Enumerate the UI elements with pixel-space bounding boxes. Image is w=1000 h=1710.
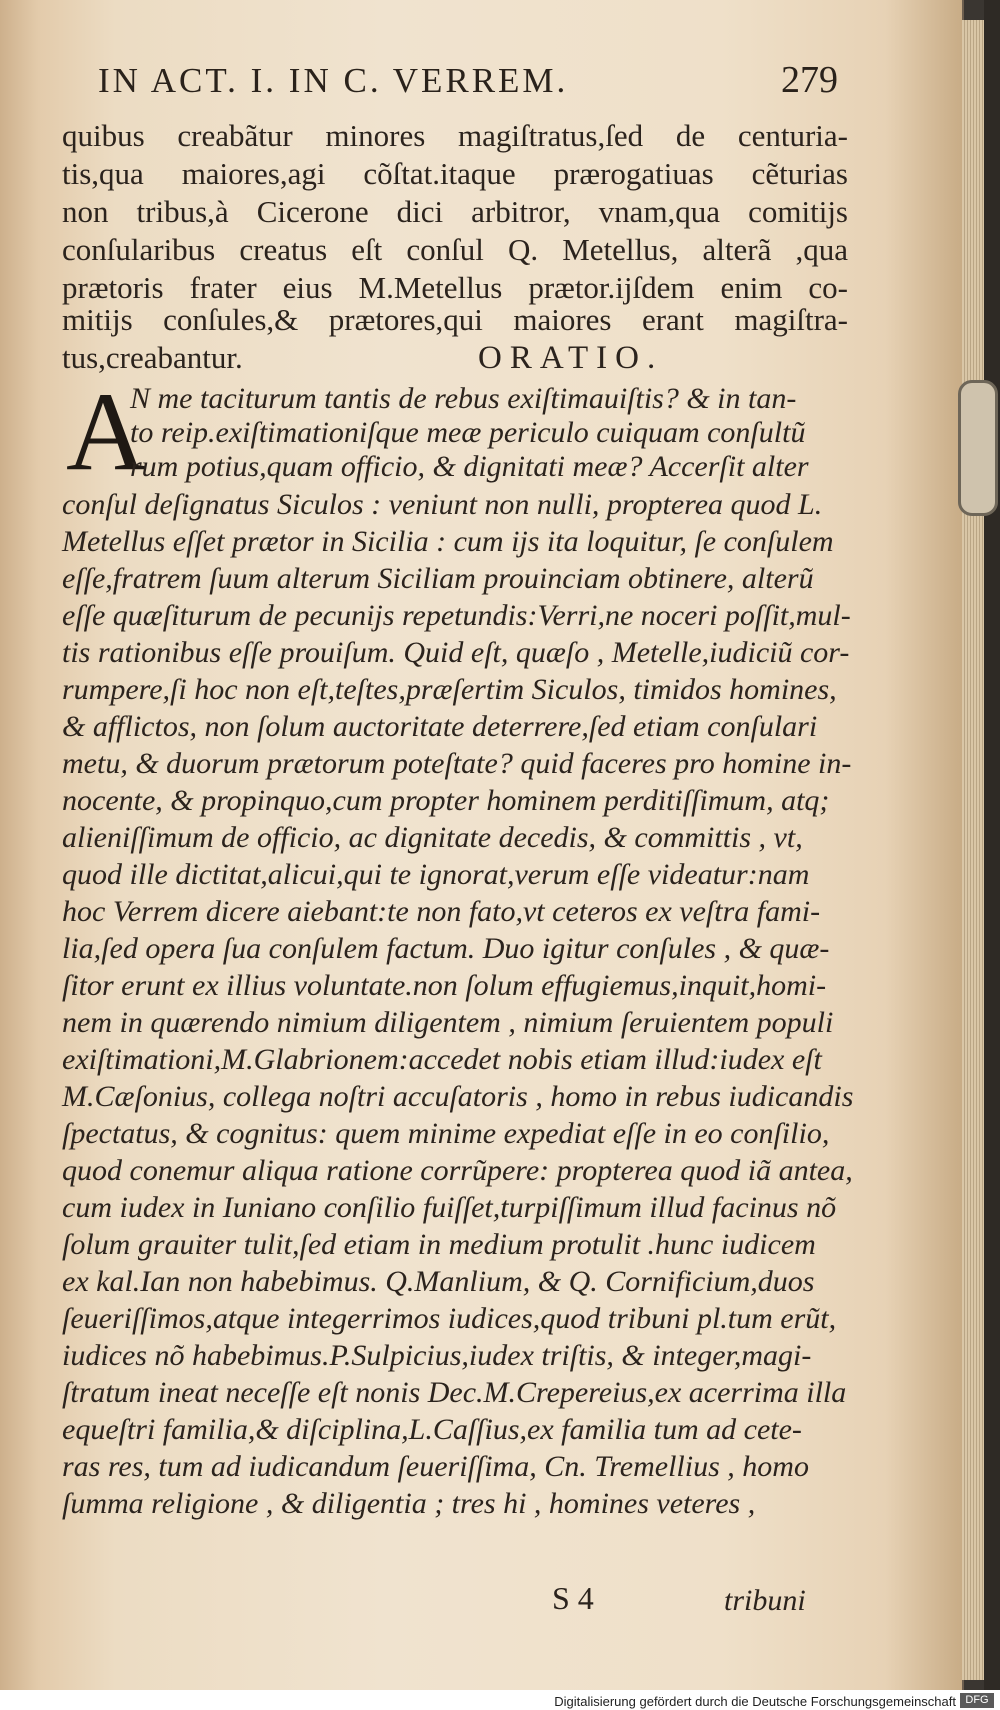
drop-cap: A xyxy=(66,370,147,494)
oratio-line: metu, & duorum prætorum poteſtate? quid faceres pro homine in- xyxy=(62,747,852,780)
oratio-line: quod ille dictitat,alicui,qui te ignorat,verum eſſe videatur:nam xyxy=(62,858,810,891)
page-header xyxy=(98,58,838,110)
running-head: IN ACT. I. IN C. VERREM. xyxy=(98,61,569,100)
oratio-line: ſolum grauiter tulit,ſed etiam in medium protulit .hunc iudicem xyxy=(62,1228,816,1261)
oratio-line: iudices nõ habebimus.P.Sulpicius,iudex triſtis, & integer,magi- xyxy=(62,1339,812,1372)
signature-mark: S 4 xyxy=(552,1580,594,1616)
oratio-line: nem in quærendo nimium diligentem , nimium ſeruientem populi xyxy=(62,1006,834,1039)
oratio-line: eſſe,fratrem ſuum alterum Siciliam prouinciam obtinere, alterũ xyxy=(62,562,814,595)
oratio-line: exiſtimationi,M.Glabrionem:accedet nobis etiam illud:iudex eſt xyxy=(62,1043,822,1076)
oratio-line: ſeueriſſimos,atque integerrimos iudices,quod tribuni pl.tum erũt, xyxy=(62,1302,837,1335)
oratio-line: rum potius,quam officio, & dignitati meæ? Accerſit alter xyxy=(130,450,809,483)
oratio-line: M.Cæſonius, collega noſtri accuſatoris , homo in rebus iudicandis xyxy=(62,1080,854,1113)
oratio-line: ex kal.Ian non habebimus. Q.Manlium, & Q. Cornificium,duos xyxy=(62,1265,815,1298)
oratio-line: lia,ſed opera ſua conſulem factum. Duo igitur conſules , & quæ- xyxy=(62,932,830,965)
oratio-line: cum iudex in Iuniano conſilio fuiſſet,turpiſſimum illud facinus nõ xyxy=(62,1191,837,1224)
oratio-line: quod conemur aliqua ratione corrũpere: propterea quod iã antea, xyxy=(62,1154,853,1187)
dfg-logo: DFG xyxy=(960,1693,994,1708)
oratio-line: ſtratum ineat neceſſe eſt nonis Dec.M.Crepereius,ex acerrima illa xyxy=(62,1376,847,1409)
oratio-line: ſumma religione , & diligentia ; tres hi , homines veteres , xyxy=(62,1487,756,1520)
oratio-line: conſul deſignatus Siculos : veniunt non nulli, propterea quod L. xyxy=(62,488,823,521)
intro-line: tis,qua maiores,agi cõſtat.itaque prærogatiuas cẽturias xyxy=(62,156,848,191)
oratio-line: ras res, tum ad iudicandum ſeueriſſima, Cn. Tremellius , homo xyxy=(62,1450,809,1483)
intro-line: non tribus,à Cicerone dici arbitror, vnam,qua comitijs xyxy=(62,194,848,229)
intro-line: mitijs conſules,& prætores,qui maiores erant magiſtra- xyxy=(62,302,848,337)
oratio-line: alieniſſimum de officio, ac dignitate decedis, & committis , vt, xyxy=(62,821,803,854)
oratio-line: to reip.exiſtimationiſque meæ periculo cuiquam conſultũ xyxy=(130,416,806,449)
oratio-line: Metellus eſſet prætor in Sicilia : cum ijs ita loquitur, ſe conſulem xyxy=(62,525,834,558)
intro-line: conſularibus creatus eſt conſul Q. Metellus, alterã ,qua xyxy=(62,232,848,267)
book-clasp xyxy=(958,380,998,516)
oratio-line: equeſtri familia,& diſciplina,L.Caſſius,ex familia tum ad cete- xyxy=(62,1413,802,1446)
oratio-line: N me taciturum tantis de rebus exiſtimauiſtis? & in tan- xyxy=(130,382,797,415)
oratio-line: rumpere,ſi hoc non eſt,teſtes,præſertim Siculos, timidos homines, xyxy=(62,673,837,706)
intro-line-last: tus,creabantur. xyxy=(62,340,243,375)
oratio-line: ſpectatus, & cognitus: quem minime expediat eſſe in eo conſilio, xyxy=(62,1117,830,1150)
digitization-notice: Digitalisierung gefördert durch die Deutsche Forschungsgemeinschaft xyxy=(554,1694,956,1709)
section-heading: ORATIO. xyxy=(478,340,664,376)
intro-line: quibus creabãtur minores magiſtratus,ſed de centuria- xyxy=(62,118,848,153)
oratio-line: & afflictos, non ſolum auctoritate deterrere,ſed etiam conſulari xyxy=(62,710,818,743)
page-number: 279 xyxy=(781,59,838,101)
oratio-line: tis rationibus eſſe prouiſum. Quid eſt, quæſo , Metelle,iudiciũ cor- xyxy=(62,636,850,669)
page-edges xyxy=(962,20,984,1680)
oratio-line: ſitor erunt ex illius voluntate.non ſolum effugiemus,inquit,homi- xyxy=(62,969,827,1002)
oratio-line: nocente, & propinquo,cum propter hominem perditiſſimum, atq; xyxy=(62,784,830,817)
catchword: tribuni xyxy=(724,1584,806,1617)
intro-line: prætoris frater eius M.Metellus prætor.ijſdem enim co- xyxy=(62,270,848,305)
oratio-line: hoc Verrem dicere aiebant:te non fato,vt ceteros ex veſtra fami- xyxy=(62,895,821,928)
oratio-line: eſſe quæſiturum de pecunijs repetundis:Verri,ne noceri poſſit,mul- xyxy=(62,599,851,632)
binding-shadow xyxy=(984,0,1000,1690)
